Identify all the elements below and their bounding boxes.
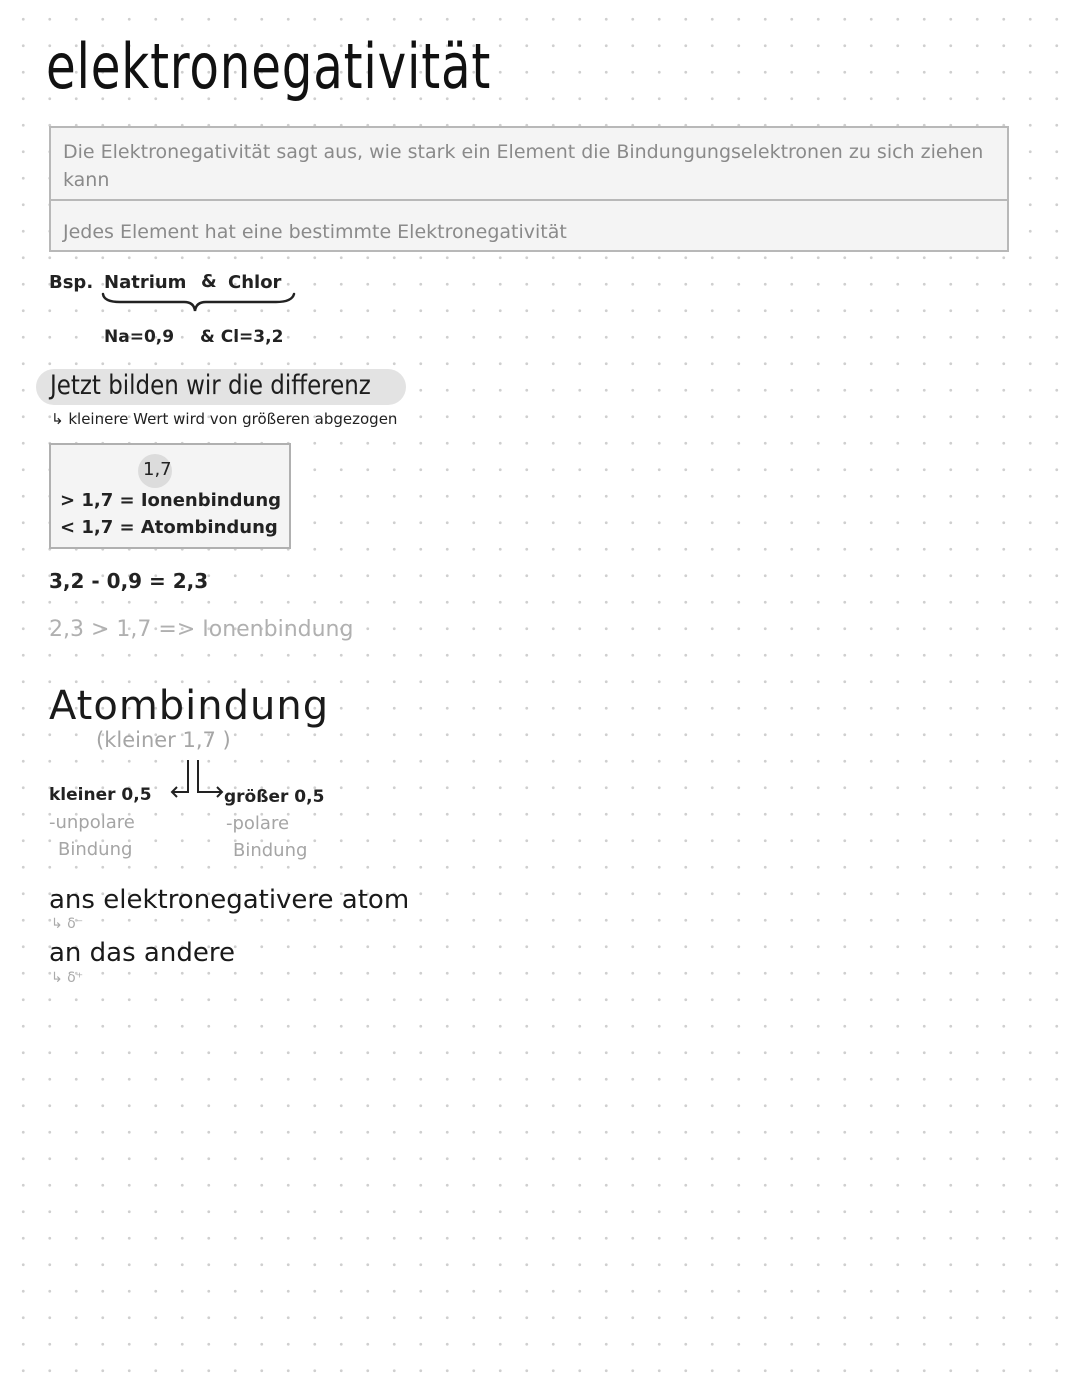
- difference-heading: Jetzt bilden wir die differenz: [50, 370, 371, 401]
- polar-text: -polare: [226, 813, 290, 834]
- calculation: 3,2 - 0,9 = 2,3: [49, 569, 209, 593]
- unpolar-text-2: Bindung: [58, 839, 133, 860]
- split-arrows-icon: [168, 758, 228, 802]
- label-kleiner: kleiner 0,5: [49, 785, 152, 805]
- result: 2,3 > 1,7 => Ionenbindung: [49, 617, 354, 642]
- note-delta-plus: ↳ δ⁺: [51, 970, 84, 986]
- value-cl: & Cl=3,2: [200, 327, 284, 347]
- definition-box: [49, 126, 1009, 252]
- example-prefix: Bsp.: [49, 272, 94, 293]
- note-line-2: an das andere: [49, 938, 235, 968]
- definition-text: Die Elektronegativität sagt aus, wie stark ein Element die Bindungungselektronen zu sich ziehen kann: [63, 141, 984, 191]
- unpolar-text: -unpolare: [49, 812, 135, 833]
- rule-atombindung: < 1,7 = Atombindung: [60, 517, 278, 538]
- rule-ionenbindung: > 1,7 = Ionenbindung: [60, 490, 282, 511]
- value-na: Na=0,9: [104, 327, 175, 347]
- page-title: elektronegativität: [46, 30, 492, 103]
- element-natrium: Natrium: [104, 272, 187, 293]
- polar-text-2: Bindung: [233, 840, 308, 861]
- difference-note: ↳ kleinere Wert wird von größeren abgezogen: [51, 410, 398, 428]
- definition-text-2: Jedes Element hat eine bestimmte Elektronegativität: [63, 221, 567, 243]
- threshold-value: 1,7: [143, 459, 172, 480]
- note-line-1: ans elektronegativere atom: [49, 885, 410, 915]
- atombindung-subheading: (kleiner 1,7 ): [96, 728, 231, 752]
- label-groesser: größer 0,5: [224, 787, 325, 807]
- note-delta-minus: ↳ δ⁻: [51, 916, 84, 932]
- ampersand: &: [201, 271, 217, 292]
- atombindung-heading: Atombindung: [49, 683, 330, 729]
- element-chlor: Chlor: [228, 272, 282, 293]
- curly-brace: [100, 292, 300, 316]
